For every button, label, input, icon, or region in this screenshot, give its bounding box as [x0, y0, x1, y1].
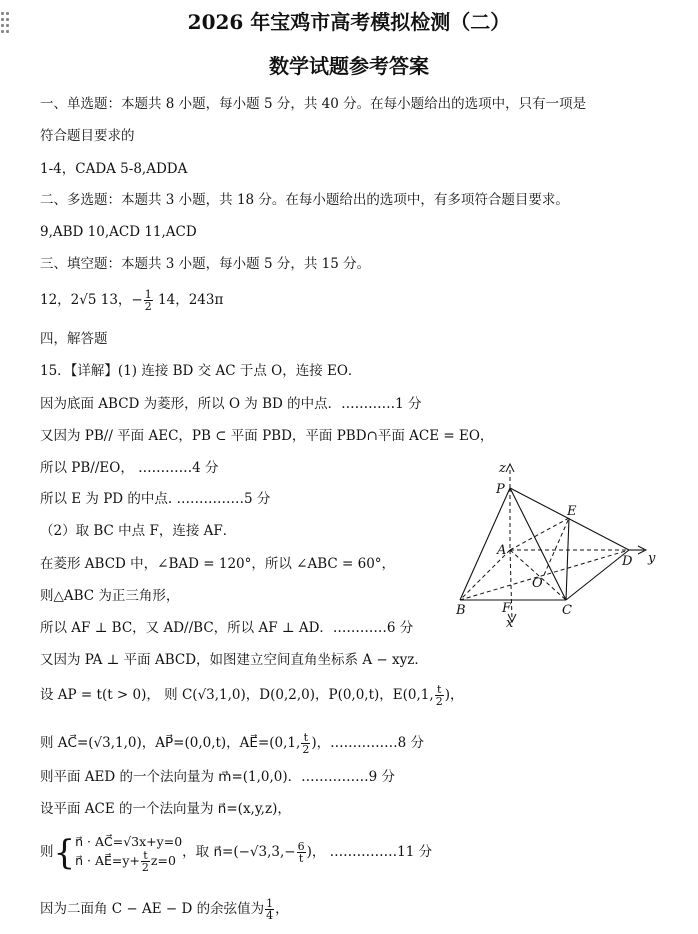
edge-OE: [544, 518, 569, 575]
section3-heading: 三、填空题：本题共 3 小题，每小题 5 分，共 15 分。: [40, 256, 371, 272]
label-y: y: [648, 551, 656, 566]
solution-line: 设平面 ACE 的一个法向量为 n⃗=(x,y,z)，: [40, 801, 291, 817]
edge-AE: [510, 518, 569, 550]
section2-heading: 二、多选题：本题共 3 小题，共 18 分。在每小题给出的选项中，有多项符合题目要求。: [40, 192, 569, 208]
solution-line: 则△ABC 为正三角形，: [40, 588, 180, 604]
solution-line: 所以 PB//EO， …………4 分: [40, 460, 219, 476]
solution-line: 15．【详解】(1) 连接 BD 交 AC 于点 O，连接 EO．: [40, 363, 362, 379]
fraction: $\frac{t}{2}$: [435, 683, 443, 708]
label-P: P: [496, 482, 505, 497]
section1-heading-cont: 符合题目要求的: [40, 128, 135, 144]
label-B: B: [456, 603, 466, 618]
fraction: $\frac{1}{4}$: [266, 897, 274, 922]
solution-line: 则 AC⃗=(√3,1,0)，AP⃗=(0,0,t)，AE⃗=(0,1, $\frac{t}{2}$ )，……………8 分: [40, 731, 424, 756]
label-O: O: [532, 576, 543, 591]
solution-line: 又因为 PB// 平面 AEC，PB ⊂ 平面 PBD，平面 PBD∩平面 ACE = EO，: [40, 428, 494, 444]
page-title: 2026 年宝鸡市高考模拟检测（二）: [187, 10, 511, 34]
pyramid-figure: [454, 460, 684, 630]
label-x: x: [506, 616, 514, 630]
section2-answers: 9,ABD 10,ACD 11,ACD: [40, 224, 197, 240]
page-subtitle: 数学试题参考答案: [269, 54, 429, 78]
fraction: $\frac{6}{t}$: [297, 840, 305, 865]
section1-answers: 1-4，CADA 5-8,ADDA: [40, 161, 188, 177]
label-F: F: [502, 601, 512, 616]
brace-icon: {: [53, 832, 76, 873]
solution-line: 设 AP = t(t > 0)， 则 C(√3,1,0)，D(0,2,0)，P(0,0,t)，E(0,1, $\frac{t}{2}$ )，: [40, 683, 464, 708]
solution-line: 又因为 PA ⊥ 平面 ABCD，如图建立空间直角坐标系 A − xyz．: [40, 652, 428, 668]
edge-CD: [566, 550, 629, 600]
label-D: D: [622, 554, 633, 569]
label-E: E: [567, 504, 577, 519]
label-z: z: [499, 461, 506, 476]
answer-12-13: 12，2√5 13，−: [40, 292, 143, 308]
equation-system: 则{ n⃗ · AC⃗=√3x+y=0 n⃗ · AE⃗=y+ $\frac{t}{2}$ z=0 ，取 n⃗=(−√3,3,− $\frac{6}{t}$ )， ……………11 分: [40, 832, 433, 874]
answer-13-fraction: $\frac{1}{2}$: [144, 288, 152, 313]
label-C: C: [562, 603, 572, 618]
solution-line: 则平面 AED 的一个法向量为 m⃗=(1,0,0)．……………9 分: [40, 769, 396, 785]
section4-heading: 四，解答题: [40, 331, 108, 347]
section1-heading: 一、单选题：本题共 8 小题，每小题 5 分，共 40 分。在每小题给出的选项中，只有一项是: [40, 96, 587, 112]
system-equations: n⃗ · AC⃗=√3x+y=0 n⃗ · AE⃗=y+ $\frac{t}{2}$ z=0: [75, 833, 183, 874]
solution-line: 所以 E 为 PD 的中点. ……………5 分: [40, 491, 271, 507]
edge-CE: [566, 518, 569, 600]
solution-line: 因为二面角 C − AE − D 的余弦值为 $\frac{1}{4}$ ，: [40, 897, 289, 922]
solution-line: 因为底面 ABCD 为菱形，所以 O 为 BD 的中点．…………1 分: [40, 396, 422, 412]
label-A: A: [497, 543, 507, 558]
section3-answers: [40, 289, 223, 312]
edge-AC: [510, 550, 566, 600]
fraction: $\frac{t}{2}$: [302, 731, 310, 756]
answer-14: 14，243π: [153, 292, 224, 308]
solution-line: 所以 AF ⊥ BC，又 AD//BC，所以 AF ⊥ AD．…………6 分: [40, 620, 414, 636]
solution-line: （2）取 BC 中点 F，连接 AF．: [40, 523, 237, 539]
solution-line: 在菱形 ABCD 中，∠BAD = 120°，所以 ∠ABC = 60°，: [40, 556, 396, 572]
